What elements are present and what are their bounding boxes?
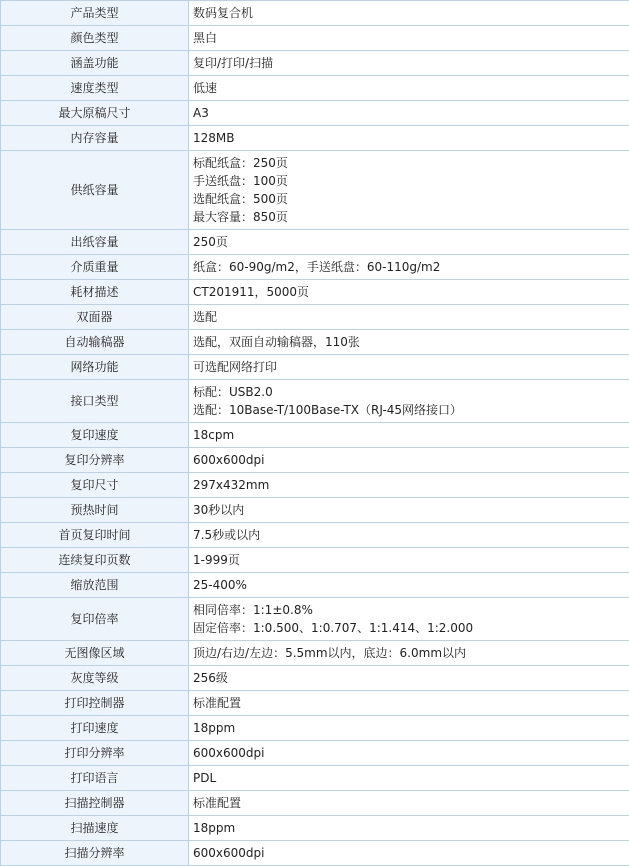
- spec-value-line: 标准配置: [193, 796, 242, 810]
- spec-row: [1, 473, 629, 498]
- spec-row: [1, 691, 629, 716]
- spec-value-line: 顶边/右边/左边：5.5mm以内，底边：6.0mm以内: [193, 646, 467, 660]
- spec-value-line: 30秒以内: [193, 503, 245, 517]
- spec-value-line: 低速: [193, 81, 218, 95]
- spec-row: [1, 423, 629, 448]
- spec-row: [1, 523, 629, 548]
- spec-label: 涵盖功能: [1, 51, 189, 76]
- spec-label: 耗材描述: [1, 280, 189, 305]
- spec-value-line: 18ppm: [193, 721, 236, 735]
- spec-value: [189, 448, 629, 473]
- spec-row: [1, 791, 629, 816]
- spec-label: 内存容量: [1, 126, 189, 151]
- spec-value-line: 固定倍率：1:0.500、1:0.707、1:1.414、1:2.000: [193, 621, 474, 635]
- spec-value-line: 选配: [193, 310, 218, 324]
- spec-value: [189, 76, 629, 101]
- spec-value-line: 标准配置: [193, 696, 242, 710]
- spec-label: 最大原稿尺寸: [1, 101, 189, 126]
- spec-row: [1, 716, 629, 741]
- spec-label: 复印尺寸: [1, 473, 189, 498]
- spec-label: 扫描控制器: [1, 791, 189, 816]
- spec-label: 扫描分辨率: [1, 841, 189, 866]
- spec-value: [189, 691, 629, 716]
- spec-value: [189, 641, 629, 666]
- spec-value: [189, 598, 629, 641]
- spec-label: 灰度等级: [1, 666, 189, 691]
- spec-value-line: 297x432mm: [193, 478, 270, 492]
- spec-row: [1, 26, 629, 51]
- spec-value: [189, 473, 629, 498]
- spec-row: [1, 355, 629, 380]
- spec-value: [189, 380, 629, 423]
- spec-value: [189, 423, 629, 448]
- spec-value: [189, 26, 629, 51]
- spec-value: [189, 548, 629, 573]
- spec-row: [1, 230, 629, 255]
- spec-value: [189, 280, 629, 305]
- spec-row: [1, 816, 629, 841]
- spec-value-line: 手送纸盘：100页: [193, 174, 288, 188]
- spec-value-line: 可选配网络打印: [193, 360, 278, 374]
- spec-row: [1, 766, 629, 791]
- spec-label: 缩放范围: [1, 573, 189, 598]
- spec-row: [1, 666, 629, 691]
- spec-label: 颜色类型: [1, 26, 189, 51]
- spec-label: 打印分辨率: [1, 741, 189, 766]
- spec-value-line: 7.5秒或以内: [193, 528, 261, 542]
- spec-row: [1, 598, 629, 641]
- spec-value-line: 18ppm: [193, 821, 236, 835]
- spec-row: [1, 573, 629, 598]
- spec-label: 预热时间: [1, 498, 189, 523]
- spec-value: [189, 101, 629, 126]
- spec-value-line: 黑白: [193, 31, 218, 45]
- spec-value-line: 标配：USB2.0: [193, 385, 273, 399]
- spec-row: [1, 76, 629, 101]
- spec-value-line: 标配纸盒：250页: [193, 156, 288, 170]
- spec-row: [1, 498, 629, 523]
- spec-value-line: 600x600dpi: [193, 453, 265, 467]
- spec-label: 双面器: [1, 305, 189, 330]
- spec-value-line: 选配纸盒：500页: [193, 192, 288, 206]
- spec-value: [189, 841, 629, 866]
- spec-label: 供纸容量: [1, 151, 189, 230]
- spec-label: 打印语言: [1, 766, 189, 791]
- spec-row: [1, 548, 629, 573]
- spec-value: [189, 151, 629, 230]
- spec-value: [189, 305, 629, 330]
- spec-value-line: PDL: [193, 771, 217, 785]
- spec-label: 无图像区域: [1, 641, 189, 666]
- spec-value-line: 相同倍率：1:1±0.8%: [193, 603, 313, 617]
- spec-row: [1, 641, 629, 666]
- spec-row: [1, 126, 629, 151]
- spec-value: [189, 1, 629, 26]
- spec-value: [189, 816, 629, 841]
- spec-value-line: 600x600dpi: [193, 846, 265, 860]
- spec-row: [1, 280, 629, 305]
- spec-row: [1, 741, 629, 766]
- spec-label: 出纸容量: [1, 230, 189, 255]
- spec-label: 打印控制器: [1, 691, 189, 716]
- spec-value: [189, 230, 629, 255]
- spec-value: [189, 766, 629, 791]
- spec-value-line: 复印/打印/扫描: [193, 56, 274, 70]
- spec-value-line: 1-999页: [193, 553, 240, 567]
- spec-label: 复印分辨率: [1, 448, 189, 473]
- spec-label: 打印速度: [1, 716, 189, 741]
- spec-label: 网络功能: [1, 355, 189, 380]
- spec-label: 产品类型: [1, 1, 189, 26]
- spec-row: [1, 841, 629, 866]
- spec-row: [1, 51, 629, 76]
- spec-value: [189, 255, 629, 280]
- spec-value-line: 数码复合机: [193, 6, 254, 20]
- spec-value-line: 256级: [193, 671, 228, 685]
- spec-label: 连续复印页数: [1, 548, 189, 573]
- spec-value-line: CT201911，5000页: [193, 285, 310, 299]
- spec-value: [189, 791, 629, 816]
- spec-label: 介质重量: [1, 255, 189, 280]
- spec-value-line: 纸盒：60-90g/m2，手送纸盘：60-110g/m2: [193, 260, 441, 274]
- spec-label: 首页复印时间: [1, 523, 189, 548]
- spec-value: [189, 355, 629, 380]
- spec-value: [189, 666, 629, 691]
- spec-value: [189, 51, 629, 76]
- spec-row: [1, 1, 629, 26]
- spec-row: [1, 380, 629, 423]
- spec-value: [189, 523, 629, 548]
- spec-value: [189, 573, 629, 598]
- spec-value-line: 25-400%: [193, 578, 247, 592]
- spec-value: [189, 716, 629, 741]
- spec-value: [189, 126, 629, 151]
- spec-label: 接口类型: [1, 380, 189, 423]
- spec-row: [1, 330, 629, 355]
- spec-value-line: 128MB: [193, 131, 235, 145]
- spec-value-line: 选配，双面自动输稿器，110张: [193, 335, 360, 349]
- spec-label: 速度类型: [1, 76, 189, 101]
- spec-value: [189, 330, 629, 355]
- spec-value-line: 250页: [193, 235, 228, 249]
- spec-label: 扫描速度: [1, 816, 189, 841]
- spec-row: [1, 305, 629, 330]
- spec-row: [1, 255, 629, 280]
- spec-label: 复印速度: [1, 423, 189, 448]
- spec-label: 自动输稿器: [1, 330, 189, 355]
- spec-value: [189, 741, 629, 766]
- spec-value-line: 18cpm: [193, 428, 235, 442]
- spec-value-line: 选配：10Base-T/100Base-TX（RJ-45网络接口）: [193, 403, 463, 417]
- spec-value: [189, 498, 629, 523]
- spec-value-line: A3: [193, 106, 209, 120]
- spec-row: [1, 151, 629, 230]
- spec-table-body: [1, 1, 629, 866]
- spec-row: [1, 101, 629, 126]
- spec-label: 复印倍率: [1, 598, 189, 641]
- spec-value-line: 最大容量：850页: [193, 210, 288, 224]
- spec-row: [1, 448, 629, 473]
- spec-value-line: 600x600dpi: [193, 746, 265, 760]
